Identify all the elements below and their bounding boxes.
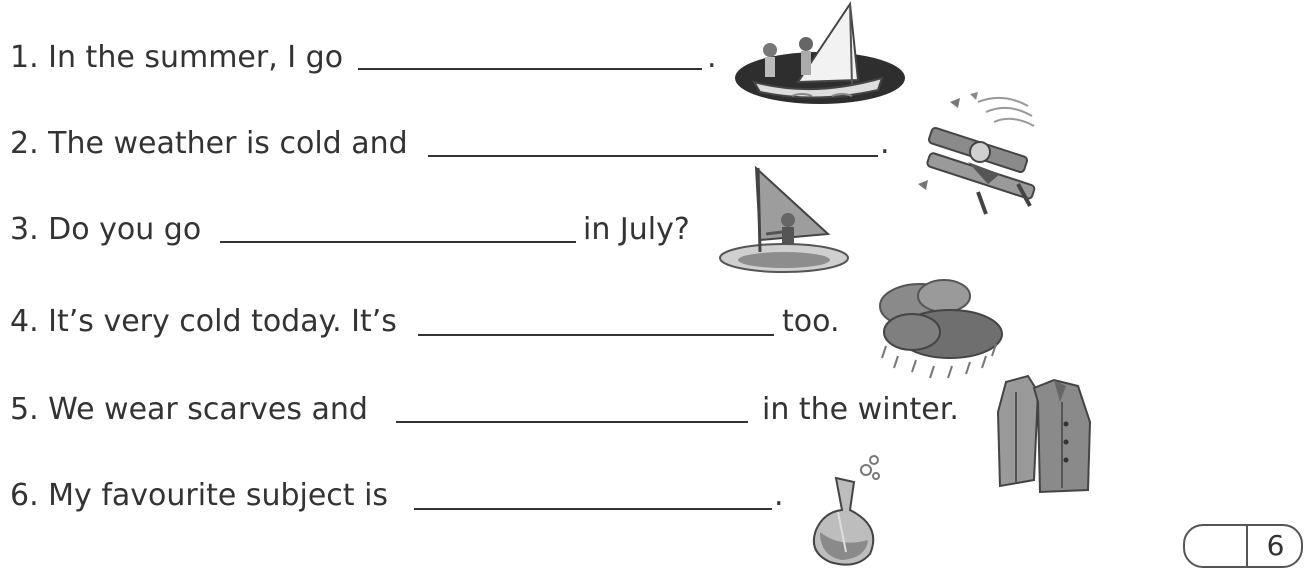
question-6-text: 6. My favourite subject is [10,478,389,513]
answer-blank-6[interactable] [414,508,772,510]
coats-icon [994,372,1094,498]
windsurfing-icon [716,164,856,274]
question-3-text: 3. Do you go [10,212,202,247]
answer-blank-3[interactable] [220,241,576,243]
question-1-text: 1. In the summer, I go [10,40,344,75]
question-2-end: . [880,126,890,161]
score-max: 6 [1266,529,1285,562]
answer-blank-4[interactable] [418,334,774,336]
windy-icon [908,88,1058,222]
question-2-text: 2. The weather is cold and [10,126,408,161]
answer-blank-1[interactable] [358,68,702,70]
question-3-end: in July? [583,212,690,247]
answer-blank-5[interactable] [396,421,748,423]
question-4-end: too. [782,304,840,339]
science-flask-icon [806,452,896,570]
answer-blank-2[interactable] [428,155,878,157]
question-1-end: . [707,40,717,75]
sailing-icon [732,0,912,110]
question-5-end: in the winter. [762,392,959,427]
question-6-end: . [774,478,784,513]
rainy-clouds-icon [872,276,1007,386]
question-5-text: 5. We wear scarves and [10,392,368,427]
question-4-text: 4. It’s very cold today. It’s [10,304,397,339]
